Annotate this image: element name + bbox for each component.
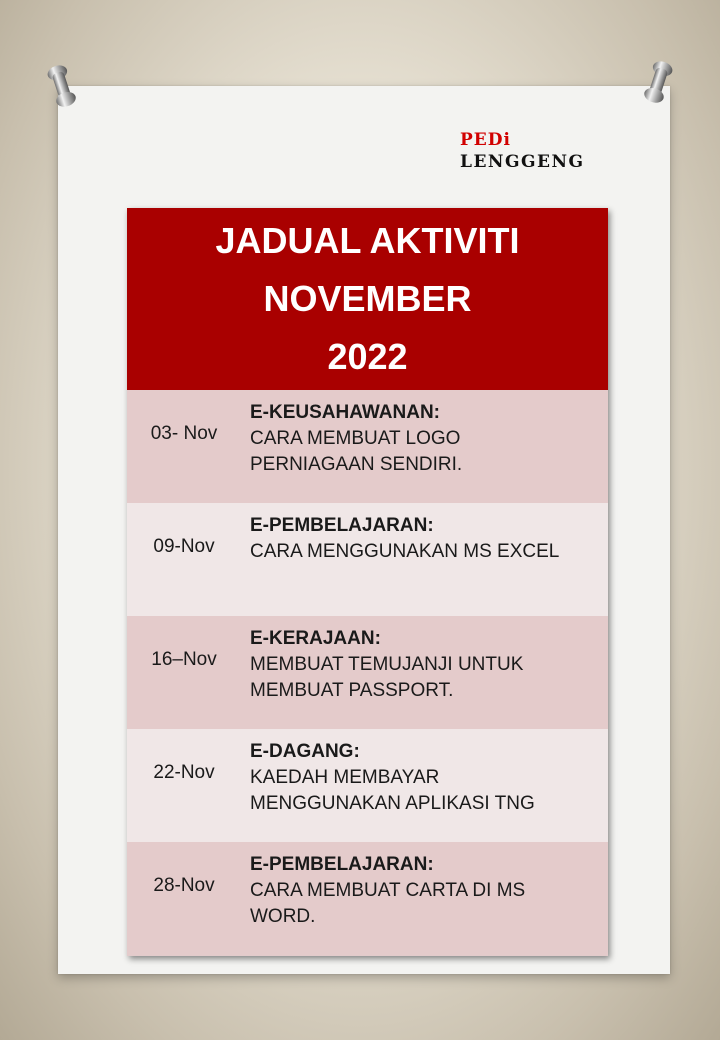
row-content [250, 513, 600, 565]
row-category: E-DAGANG: [250, 741, 360, 762]
row-description-line-2: PERNIAGAAN SENDIRI. [250, 454, 463, 475]
row-category: E-KEUSAHAWANAN: [250, 402, 440, 423]
row-date: 16–Nov [151, 649, 217, 670]
row-category: E-PEMBELAJARAN: [250, 515, 434, 536]
row-date: 28-Nov [153, 875, 215, 896]
brand-line-2: LENGGENG [460, 152, 585, 172]
activity-schedule-table [127, 208, 608, 956]
header-title-line-2: NOVEMBER [263, 278, 472, 319]
schedule-header [127, 208, 608, 390]
table-row [127, 842, 608, 955]
row-description-line-1: CARA MEMBUAT CARTA DI MS [250, 880, 526, 901]
row-description-line-2: MEMBUAT PASSPORT. [250, 680, 454, 701]
row-content [250, 852, 600, 930]
row-date: 22-Nov [153, 762, 215, 783]
table-row [127, 616, 608, 729]
row-date: 09-Nov [153, 536, 215, 557]
pushpin-icon [639, 57, 676, 108]
table-row [127, 729, 608, 842]
row-description-line-1: KAEDAH MEMBAYAR [250, 767, 440, 788]
row-description-line-2: MENGGUNAKAN APLIKASI TNG [250, 793, 535, 814]
row-date: 03- Nov [150, 423, 218, 444]
row-category: E-KERAJAAN: [250, 628, 381, 649]
header-title-line-1: JADUAL AKTIVITI [215, 220, 520, 261]
row-description-line-1: CARA MENGGUNAKAN MS EXCEL [250, 541, 560, 562]
row-description-line-2: WORD. [250, 906, 316, 927]
row-content [250, 400, 600, 478]
row-description-line-1: MEMBUAT TEMUJANJI UNTUK [250, 654, 524, 675]
table-row [127, 390, 608, 503]
row-description-line-1: CARA MEMBUAT LOGO [250, 428, 461, 449]
table-row [127, 503, 608, 616]
brand-logo-text [460, 130, 585, 174]
row-content [250, 739, 600, 817]
row-content [250, 626, 600, 704]
brand-line-1: PEDi [460, 130, 511, 150]
row-category: E-PEMBELAJARAN: [250, 854, 434, 875]
header-title-line-3: 2022 [327, 336, 408, 377]
